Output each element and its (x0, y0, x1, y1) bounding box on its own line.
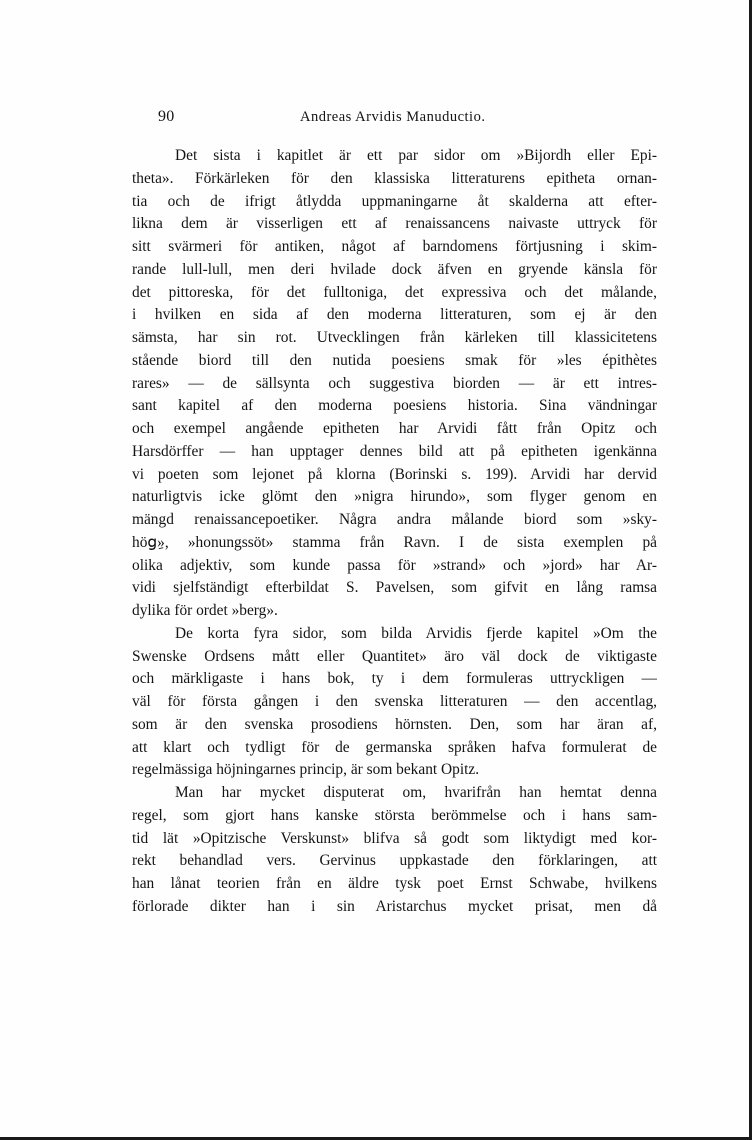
text-line: väl för första gången i den svenska litteraturen — den accentlag, (132, 693, 657, 710)
text-line: vidi sjelfständigt efterbildat S. Pavelsen, som gifvit en lång ramsa (132, 579, 657, 597)
text-line: De korta fyra sidor, som bilda Arvidis fjerde kapitel »Om the (175, 624, 657, 642)
text-line: sitt svärmeri för antiken, något af barndomens förtjusning i skim- (132, 238, 657, 255)
text-line: sant kapitel af den moderna poesiens historia. Sina vändningar (132, 397, 657, 415)
text-line: regelmässiga höjningarnes princip, är som bekant Opitz. (132, 761, 480, 779)
running-title: Andreas Arvidis Manuductio. (300, 109, 486, 125)
text-line: Det sista i kapitlet är ett par sidor om »Bijordh eller Epi- (175, 147, 657, 164)
text-line: tid lät »Opitzische Verskunst» blifva så godt som liktydigt med kor- (132, 829, 657, 847)
text-line: Man har mycket disputerat om, hvarifrån han hemtat denna (175, 784, 657, 801)
text-line: thetа». Förkärleken för den klassiska litteraturens epitheta ornan- (132, 169, 657, 187)
text-line: i hvilken en sida af den moderna litteraturen, som ej är den (132, 306, 657, 324)
text-line: sämsta, har sin rot. Utvecklingen från kärleken till klassicitetens (132, 329, 657, 346)
text-line: mängd renaissancepoetiker. Några andra målande biord som »sky- (132, 511, 657, 528)
paragraph-quantitet (132, 623, 657, 782)
paragraph-epitheta (132, 145, 657, 623)
text-line: högِ», »honungssöt» stamma från Ravn. I de sista exemplen på (132, 533, 657, 551)
page-number: 90 (158, 108, 175, 125)
text-line: som är den svenska prosodiens hörnsten. Den, som har äran af, (132, 715, 657, 733)
text-line: dylika för ordet »berg». (132, 602, 278, 619)
text-line: och märkligaste i hans bok, ty i dem formuleras uttryckligen — (132, 670, 657, 688)
body-text (132, 145, 657, 919)
text-line: Harsdörffer — han upptager dennes bild att på epitheten igenkänna (132, 442, 657, 460)
text-line: regel, som gjort hans kanske största berömmelse och i hans sam- (132, 806, 657, 824)
paragraph-opitz (132, 782, 657, 919)
text-line: han lånat teorien från en äldre tysk poet Ernst Schwabe, hvilkens (132, 875, 657, 892)
text-line: naturligtvis icke glömt den »nigra hirundo», som flyger genom en (132, 488, 657, 506)
text-line: och exempel angående epitheten har Arvidi fått från Opitz och (132, 420, 657, 437)
text-line: stående biord till den nutida poesiens smak för »les épithètes (132, 351, 657, 369)
text-line: rares» — de sällsynta och suggestiva biorden — är ett intres- (132, 374, 657, 392)
text-line: det pittoreska, för det fulltoniga, det expressiva och det målande, (132, 283, 657, 301)
text-line: olika adjektiv, som kunde passa för »strand» och »jord» har Ar- (132, 556, 657, 574)
text-line: vi poeten som lejonet på klorna (Borinski s. 199). Arvidi har dervid (132, 465, 657, 483)
text-line: förlorade dikter han i sin Aristarchus mycket prisat, men då (132, 897, 657, 915)
text-line: rekt behandlad vers. Gervinus uppkastade den förklaringen, att (132, 852, 657, 870)
text-line: tia och de ifrigt åtlydda uppmaningarne åt skalderna att efter- (132, 192, 657, 210)
text-line: Swenske Ordsens mått eller Quantitet» äro väl dock de viktigaste (132, 647, 657, 665)
text-line: likna dem är visserligen ett af renaissancens naivaste uttryck för (132, 215, 657, 233)
page-header (150, 108, 660, 132)
text-line: att klart och tydligt för de germanska språken hafva formulerat de (132, 738, 657, 756)
text-line: rande lull-lull, men deri hvilade dock äfven en gryende känsla för (132, 260, 657, 278)
